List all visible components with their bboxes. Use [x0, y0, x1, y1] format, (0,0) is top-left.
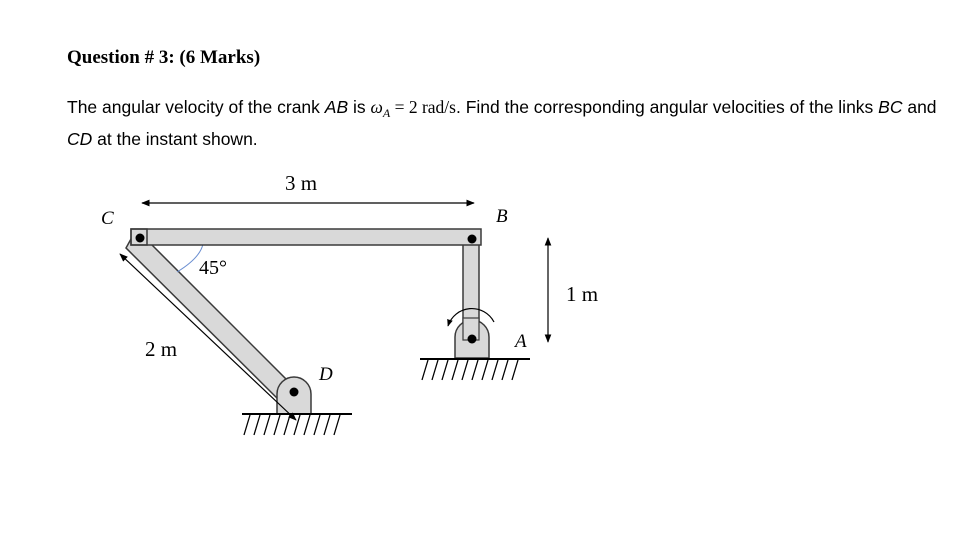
label-a: A: [515, 331, 527, 352]
link-bc: [131, 229, 481, 245]
label-d: D: [319, 364, 333, 385]
pin-b: [468, 235, 477, 244]
link-bc-ref: BC: [878, 97, 903, 117]
problem-text-3: . Find the corresponding angular velocities of the links: [455, 97, 879, 117]
angle-label: 45°: [199, 257, 227, 279]
problem-text-2: is: [348, 97, 371, 117]
link-cd-ref: CD: [67, 129, 93, 149]
support-a: [420, 309, 530, 380]
problem-text-4: and: [902, 97, 937, 117]
link-ab-ref: AB: [324, 97, 349, 117]
problem-text-5: at the instant shown.: [92, 129, 258, 149]
omega-subscript: A: [382, 106, 391, 120]
label-c: C: [101, 208, 114, 229]
omega-value: = 2 rad/s: [390, 97, 456, 117]
support-d: [242, 377, 352, 435]
dim-label-cd: 2 m: [145, 337, 178, 361]
dim-label-ab: 1 m: [566, 282, 599, 306]
problem-text-1: The angular velocity of the crank: [67, 97, 325, 117]
label-b: B: [496, 206, 508, 227]
dim-label-bc: 3 m: [285, 171, 318, 195]
omega-symbol: $\omega_A = 2$ rad/s: [370, 97, 456, 120]
question-heading: Question # 3: (6 Marks): [67, 47, 261, 68]
